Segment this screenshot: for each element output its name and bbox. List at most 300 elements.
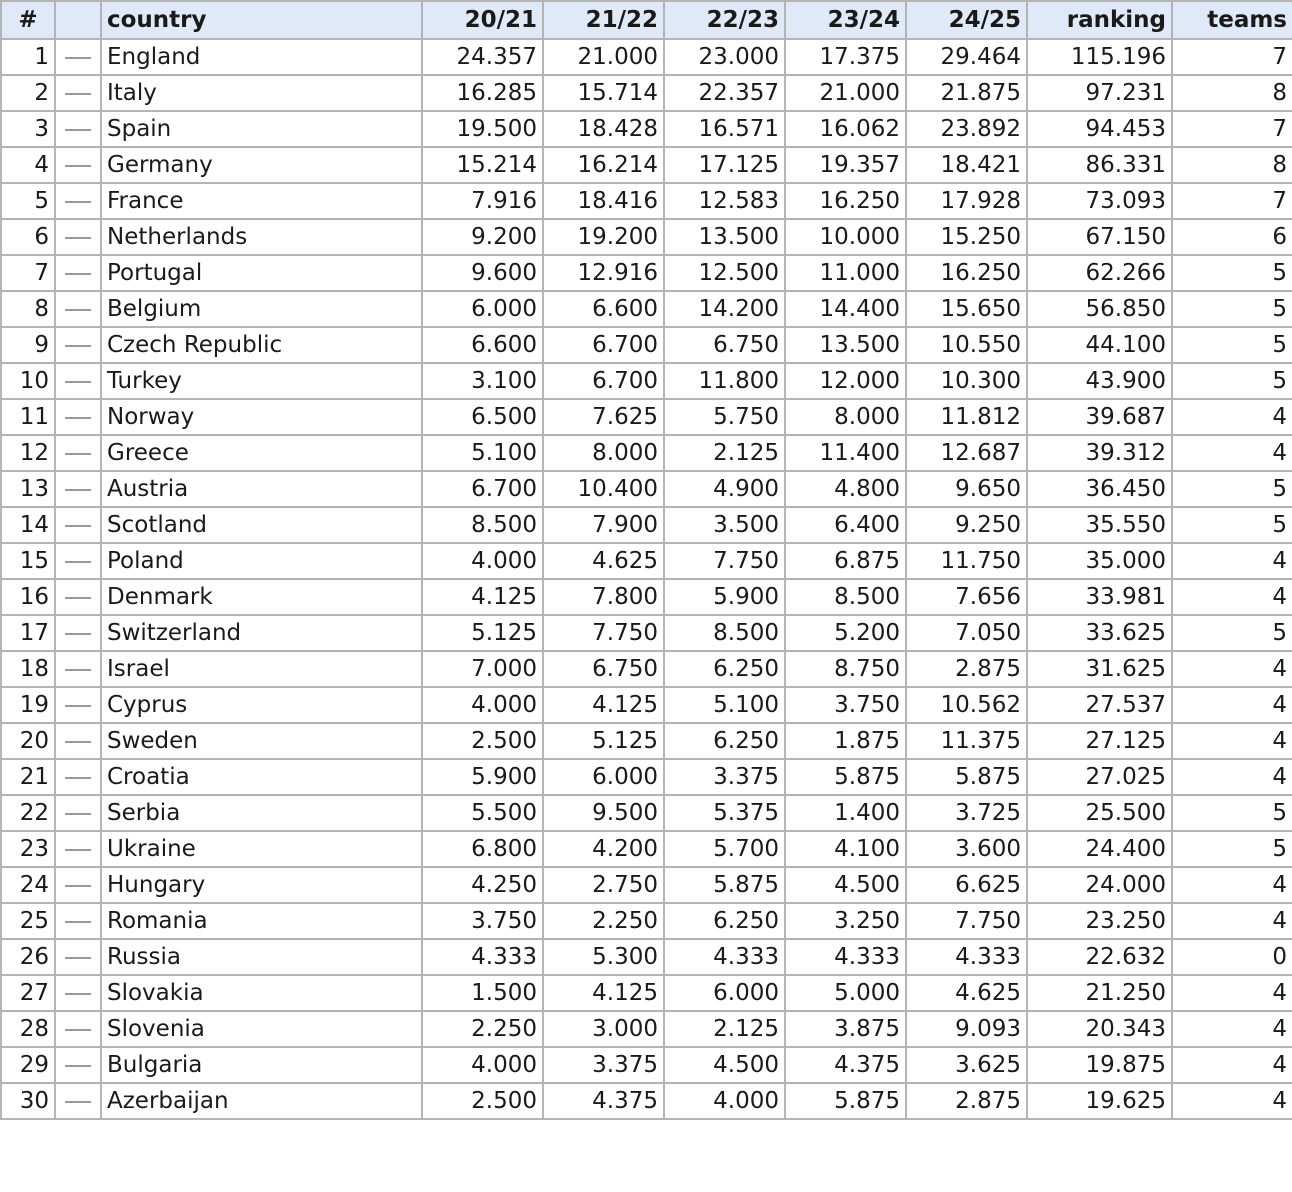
season-2024-25-cell: 11.750 bbox=[906, 543, 1027, 579]
season-2023-24-cell: 17.375 bbox=[785, 39, 906, 75]
season-2021-22-cell: 4.200 bbox=[543, 831, 664, 867]
season-2022-23-cell: 5.700 bbox=[664, 831, 785, 867]
ranking-cell: 56.850 bbox=[1027, 291, 1172, 327]
table-row bbox=[1, 75, 1292, 111]
column-header-season-2024-25[interactable]: 24/25 bbox=[906, 1, 1027, 39]
season-2020-21-cell: 6.700 bbox=[422, 471, 543, 507]
season-2022-23-cell: 13.500 bbox=[664, 219, 785, 255]
season-2021-22-cell: 2.250 bbox=[543, 903, 664, 939]
no-change-dash-icon bbox=[65, 1065, 91, 1067]
movement-cell bbox=[55, 831, 101, 867]
ranking-cell: 35.000 bbox=[1027, 543, 1172, 579]
rank-cell: 19 bbox=[1, 687, 55, 723]
season-2020-21-cell: 6.600 bbox=[422, 327, 543, 363]
season-2022-23-cell: 6.250 bbox=[664, 651, 785, 687]
season-2023-24-cell: 16.250 bbox=[785, 183, 906, 219]
rank-cell: 6 bbox=[1, 219, 55, 255]
movement-cell bbox=[55, 327, 101, 363]
rank-cell: 2 bbox=[1, 75, 55, 111]
season-2021-22-cell: 15.714 bbox=[543, 75, 664, 111]
movement-cell bbox=[55, 39, 101, 75]
rank-cell: 16 bbox=[1, 579, 55, 615]
season-2020-21-cell: 5.100 bbox=[422, 435, 543, 471]
season-2021-22-cell: 21.000 bbox=[543, 39, 664, 75]
table-row bbox=[1, 471, 1292, 507]
no-change-dash-icon bbox=[65, 777, 91, 779]
ranking-cell: 97.231 bbox=[1027, 75, 1172, 111]
season-2023-24-cell: 5.875 bbox=[785, 1083, 906, 1119]
no-change-dash-icon bbox=[65, 705, 91, 707]
season-2022-23-cell: 2.125 bbox=[664, 435, 785, 471]
season-2020-21-cell: 19.500 bbox=[422, 111, 543, 147]
season-2020-21-cell: 8.500 bbox=[422, 507, 543, 543]
season-2021-22-cell: 7.900 bbox=[543, 507, 664, 543]
teams-cell: 4 bbox=[1172, 903, 1292, 939]
country-cell: Slovakia bbox=[101, 975, 422, 1011]
no-change-dash-icon bbox=[65, 129, 91, 131]
teams-cell: 6 bbox=[1172, 219, 1292, 255]
rank-cell: 20 bbox=[1, 723, 55, 759]
rank-cell: 12 bbox=[1, 435, 55, 471]
season-2022-23-cell: 4.000 bbox=[664, 1083, 785, 1119]
season-2020-21-cell: 5.125 bbox=[422, 615, 543, 651]
season-2022-23-cell: 3.500 bbox=[664, 507, 785, 543]
ranking-cell: 24.000 bbox=[1027, 867, 1172, 903]
rank-cell: 14 bbox=[1, 507, 55, 543]
season-2022-23-cell: 3.375 bbox=[664, 759, 785, 795]
teams-cell: 7 bbox=[1172, 111, 1292, 147]
column-header-movement bbox=[55, 1, 101, 39]
movement-cell bbox=[55, 399, 101, 435]
movement-cell bbox=[55, 219, 101, 255]
season-2021-22-cell: 6.700 bbox=[543, 327, 664, 363]
movement-cell bbox=[55, 795, 101, 831]
no-change-dash-icon bbox=[65, 669, 91, 671]
season-2021-22-cell: 7.750 bbox=[543, 615, 664, 651]
ranking-cell: 25.500 bbox=[1027, 795, 1172, 831]
season-2024-25-cell: 3.600 bbox=[906, 831, 1027, 867]
ranking-cell: 27.125 bbox=[1027, 723, 1172, 759]
country-cell: Sweden bbox=[101, 723, 422, 759]
movement-cell bbox=[55, 651, 101, 687]
country-cell: Poland bbox=[101, 543, 422, 579]
season-2021-22-cell: 12.916 bbox=[543, 255, 664, 291]
season-2021-22-cell: 19.200 bbox=[543, 219, 664, 255]
table-row bbox=[1, 939, 1292, 975]
table-row bbox=[1, 687, 1292, 723]
teams-cell: 5 bbox=[1172, 363, 1292, 399]
table-row bbox=[1, 147, 1292, 183]
season-2024-25-cell: 2.875 bbox=[906, 1083, 1027, 1119]
season-2023-24-cell: 8.750 bbox=[785, 651, 906, 687]
movement-cell bbox=[55, 363, 101, 399]
season-2020-21-cell: 5.500 bbox=[422, 795, 543, 831]
teams-cell: 7 bbox=[1172, 39, 1292, 75]
rank-cell: 3 bbox=[1, 111, 55, 147]
table-row bbox=[1, 975, 1292, 1011]
season-2024-25-cell: 5.875 bbox=[906, 759, 1027, 795]
rank-cell: 7 bbox=[1, 255, 55, 291]
season-2021-22-cell: 18.416 bbox=[543, 183, 664, 219]
season-2023-24-cell: 8.500 bbox=[785, 579, 906, 615]
rank-cell: 18 bbox=[1, 651, 55, 687]
ranking-cell: 44.100 bbox=[1027, 327, 1172, 363]
no-change-dash-icon bbox=[65, 453, 91, 455]
season-2024-25-cell: 4.625 bbox=[906, 975, 1027, 1011]
country-cell: Bulgaria bbox=[101, 1047, 422, 1083]
season-2020-21-cell: 15.214 bbox=[422, 147, 543, 183]
rank-cell: 26 bbox=[1, 939, 55, 975]
movement-cell bbox=[55, 111, 101, 147]
season-2020-21-cell: 24.357 bbox=[422, 39, 543, 75]
movement-cell bbox=[55, 867, 101, 903]
season-2020-21-cell: 4.000 bbox=[422, 1047, 543, 1083]
season-2022-23-cell: 11.800 bbox=[664, 363, 785, 399]
season-2020-21-cell: 4.333 bbox=[422, 939, 543, 975]
table-row bbox=[1, 39, 1292, 75]
ranking-cell: 35.550 bbox=[1027, 507, 1172, 543]
country-cell: France bbox=[101, 183, 422, 219]
country-cell: Hungary bbox=[101, 867, 422, 903]
season-2022-23-cell: 16.571 bbox=[664, 111, 785, 147]
season-2023-24-cell: 4.333 bbox=[785, 939, 906, 975]
rank-cell: 25 bbox=[1, 903, 55, 939]
rank-cell: 4 bbox=[1, 147, 55, 183]
season-2020-21-cell: 2.250 bbox=[422, 1011, 543, 1047]
season-2024-25-cell: 7.656 bbox=[906, 579, 1027, 615]
no-change-dash-icon bbox=[65, 237, 91, 239]
column-header-ranking[interactable]: ranking bbox=[1027, 1, 1172, 39]
teams-cell: 0 bbox=[1172, 939, 1292, 975]
season-2021-22-cell: 6.750 bbox=[543, 651, 664, 687]
season-2022-23-cell: 7.750 bbox=[664, 543, 785, 579]
season-2022-23-cell: 6.000 bbox=[664, 975, 785, 1011]
season-2023-24-cell: 1.875 bbox=[785, 723, 906, 759]
season-2021-22-cell: 9.500 bbox=[543, 795, 664, 831]
country-cell: Austria bbox=[101, 471, 422, 507]
rank-cell: 30 bbox=[1, 1083, 55, 1119]
season-2020-21-cell: 9.600 bbox=[422, 255, 543, 291]
movement-cell bbox=[55, 183, 101, 219]
column-header-season-2020-21[interactable]: 20/21 bbox=[422, 1, 543, 39]
season-2020-21-cell: 7.916 bbox=[422, 183, 543, 219]
column-header-teams[interactable]: teams bbox=[1172, 1, 1292, 39]
season-2020-21-cell: 3.750 bbox=[422, 903, 543, 939]
no-change-dash-icon bbox=[65, 57, 91, 59]
season-2024-25-cell: 18.421 bbox=[906, 147, 1027, 183]
column-header-season-2021-22[interactable]: 21/22 bbox=[543, 1, 664, 39]
season-2020-21-cell: 6.000 bbox=[422, 291, 543, 327]
season-2021-22-cell: 18.428 bbox=[543, 111, 664, 147]
country-cell: Greece bbox=[101, 435, 422, 471]
table-header bbox=[1, 1, 1292, 39]
season-2022-23-cell: 5.900 bbox=[664, 579, 785, 615]
column-header-rank[interactable]: # bbox=[1, 1, 55, 39]
teams-cell: 4 bbox=[1172, 975, 1292, 1011]
movement-cell bbox=[55, 1011, 101, 1047]
movement-cell bbox=[55, 435, 101, 471]
season-2021-22-cell: 6.700 bbox=[543, 363, 664, 399]
season-2023-24-cell: 3.750 bbox=[785, 687, 906, 723]
movement-cell bbox=[55, 903, 101, 939]
rank-cell: 29 bbox=[1, 1047, 55, 1083]
country-cell: Belgium bbox=[101, 291, 422, 327]
season-2023-24-cell: 1.400 bbox=[785, 795, 906, 831]
rank-cell: 22 bbox=[1, 795, 55, 831]
season-2023-24-cell: 5.875 bbox=[785, 759, 906, 795]
season-2020-21-cell: 4.250 bbox=[422, 867, 543, 903]
season-2022-23-cell: 14.200 bbox=[664, 291, 785, 327]
season-2022-23-cell: 12.583 bbox=[664, 183, 785, 219]
country-cell: Switzerland bbox=[101, 615, 422, 651]
season-2022-23-cell: 4.333 bbox=[664, 939, 785, 975]
movement-cell bbox=[55, 147, 101, 183]
season-2021-22-cell: 6.600 bbox=[543, 291, 664, 327]
country-cell: Israel bbox=[101, 651, 422, 687]
no-change-dash-icon bbox=[65, 741, 91, 743]
season-2023-24-cell: 16.062 bbox=[785, 111, 906, 147]
rank-cell: 10 bbox=[1, 363, 55, 399]
season-2024-25-cell: 3.625 bbox=[906, 1047, 1027, 1083]
season-2024-25-cell: 12.687 bbox=[906, 435, 1027, 471]
ranking-cell: 67.150 bbox=[1027, 219, 1172, 255]
season-2021-22-cell: 3.375 bbox=[543, 1047, 664, 1083]
teams-cell: 5 bbox=[1172, 291, 1292, 327]
season-2023-24-cell: 4.375 bbox=[785, 1047, 906, 1083]
season-2024-25-cell: 2.875 bbox=[906, 651, 1027, 687]
season-2022-23-cell: 17.125 bbox=[664, 147, 785, 183]
movement-cell bbox=[55, 1083, 101, 1119]
table-row bbox=[1, 795, 1292, 831]
country-cell: Cyprus bbox=[101, 687, 422, 723]
teams-cell: 4 bbox=[1172, 687, 1292, 723]
teams-cell: 5 bbox=[1172, 795, 1292, 831]
season-2022-23-cell: 4.900 bbox=[664, 471, 785, 507]
season-2021-22-cell: 3.000 bbox=[543, 1011, 664, 1047]
teams-cell: 4 bbox=[1172, 1047, 1292, 1083]
country-cell: Norway bbox=[101, 399, 422, 435]
country-cell: Denmark bbox=[101, 579, 422, 615]
table-row bbox=[1, 291, 1292, 327]
ranking-cell: 23.250 bbox=[1027, 903, 1172, 939]
season-2022-23-cell: 5.875 bbox=[664, 867, 785, 903]
season-2023-24-cell: 6.400 bbox=[785, 507, 906, 543]
season-2023-24-cell: 3.250 bbox=[785, 903, 906, 939]
season-2024-25-cell: 9.650 bbox=[906, 471, 1027, 507]
season-2021-22-cell: 4.125 bbox=[543, 975, 664, 1011]
country-cell: Germany bbox=[101, 147, 422, 183]
season-2023-24-cell: 5.200 bbox=[785, 615, 906, 651]
ranking-cell: 22.632 bbox=[1027, 939, 1172, 975]
teams-cell: 4 bbox=[1172, 867, 1292, 903]
ranking-cell: 36.450 bbox=[1027, 471, 1172, 507]
no-change-dash-icon bbox=[65, 309, 91, 311]
ranking-cell: 73.093 bbox=[1027, 183, 1172, 219]
season-2021-22-cell: 10.400 bbox=[543, 471, 664, 507]
movement-cell bbox=[55, 687, 101, 723]
no-change-dash-icon bbox=[65, 417, 91, 419]
season-2022-23-cell: 2.125 bbox=[664, 1011, 785, 1047]
season-2024-25-cell: 17.928 bbox=[906, 183, 1027, 219]
table-row bbox=[1, 903, 1292, 939]
ranking-cell: 39.687 bbox=[1027, 399, 1172, 435]
season-2020-21-cell: 5.900 bbox=[422, 759, 543, 795]
season-2024-25-cell: 9.250 bbox=[906, 507, 1027, 543]
country-cell: Romania bbox=[101, 903, 422, 939]
column-header-season-2023-24[interactable]: 23/24 bbox=[785, 1, 906, 39]
no-change-dash-icon bbox=[65, 1101, 91, 1103]
season-2022-23-cell: 5.375 bbox=[664, 795, 785, 831]
teams-cell: 4 bbox=[1172, 759, 1292, 795]
no-change-dash-icon bbox=[65, 165, 91, 167]
ranking-cell: 94.453 bbox=[1027, 111, 1172, 147]
season-2024-25-cell: 23.892 bbox=[906, 111, 1027, 147]
movement-cell bbox=[55, 759, 101, 795]
season-2024-25-cell: 9.093 bbox=[906, 1011, 1027, 1047]
rank-cell: 28 bbox=[1, 1011, 55, 1047]
season-2023-24-cell: 14.400 bbox=[785, 291, 906, 327]
table-row bbox=[1, 1011, 1292, 1047]
column-header-season-2022-23[interactable]: 22/23 bbox=[664, 1, 785, 39]
season-2022-23-cell: 4.500 bbox=[664, 1047, 785, 1083]
movement-cell bbox=[55, 507, 101, 543]
movement-cell bbox=[55, 255, 101, 291]
ranking-cell: 21.250 bbox=[1027, 975, 1172, 1011]
teams-cell: 4 bbox=[1172, 723, 1292, 759]
season-2022-23-cell: 22.357 bbox=[664, 75, 785, 111]
season-2020-21-cell: 2.500 bbox=[422, 723, 543, 759]
table-row bbox=[1, 399, 1292, 435]
season-2024-25-cell: 11.812 bbox=[906, 399, 1027, 435]
season-2020-21-cell: 2.500 bbox=[422, 1083, 543, 1119]
season-2020-21-cell: 9.200 bbox=[422, 219, 543, 255]
country-cell: Azerbaijan bbox=[101, 1083, 422, 1119]
no-change-dash-icon bbox=[65, 813, 91, 815]
season-2024-25-cell: 6.625 bbox=[906, 867, 1027, 903]
season-2022-23-cell: 23.000 bbox=[664, 39, 785, 75]
no-change-dash-icon bbox=[65, 489, 91, 491]
no-change-dash-icon bbox=[65, 561, 91, 563]
movement-cell bbox=[55, 1047, 101, 1083]
no-change-dash-icon bbox=[65, 633, 91, 635]
season-2020-21-cell: 7.000 bbox=[422, 651, 543, 687]
teams-cell: 5 bbox=[1172, 831, 1292, 867]
no-change-dash-icon bbox=[65, 921, 91, 923]
column-header-country[interactable]: country bbox=[101, 1, 422, 39]
country-cell: Portugal bbox=[101, 255, 422, 291]
season-2024-25-cell: 7.050 bbox=[906, 615, 1027, 651]
no-change-dash-icon bbox=[65, 525, 91, 527]
season-2020-21-cell: 4.000 bbox=[422, 687, 543, 723]
teams-cell: 4 bbox=[1172, 543, 1292, 579]
rank-cell: 9 bbox=[1, 327, 55, 363]
teams-cell: 5 bbox=[1172, 327, 1292, 363]
season-2024-25-cell: 7.750 bbox=[906, 903, 1027, 939]
movement-cell bbox=[55, 579, 101, 615]
ranking-cell: 33.625 bbox=[1027, 615, 1172, 651]
season-2023-24-cell: 4.500 bbox=[785, 867, 906, 903]
ranking-cell: 62.266 bbox=[1027, 255, 1172, 291]
rank-cell: 24 bbox=[1, 867, 55, 903]
season-2021-22-cell: 4.625 bbox=[543, 543, 664, 579]
ranking-cell: 19.875 bbox=[1027, 1047, 1172, 1083]
season-2021-22-cell: 4.125 bbox=[543, 687, 664, 723]
ranking-cell: 27.537 bbox=[1027, 687, 1172, 723]
no-change-dash-icon bbox=[65, 1029, 91, 1031]
table-row bbox=[1, 579, 1292, 615]
season-2023-24-cell: 13.500 bbox=[785, 327, 906, 363]
country-cell: Ukraine bbox=[101, 831, 422, 867]
season-2020-21-cell: 16.285 bbox=[422, 75, 543, 111]
ranking-cell: 115.196 bbox=[1027, 39, 1172, 75]
teams-cell: 4 bbox=[1172, 1083, 1292, 1119]
season-2023-24-cell: 19.357 bbox=[785, 147, 906, 183]
ranking-cell: 31.625 bbox=[1027, 651, 1172, 687]
season-2023-24-cell: 5.000 bbox=[785, 975, 906, 1011]
rank-cell: 17 bbox=[1, 615, 55, 651]
season-2022-23-cell: 5.100 bbox=[664, 687, 785, 723]
season-2020-21-cell: 6.800 bbox=[422, 831, 543, 867]
country-cell: Netherlands bbox=[101, 219, 422, 255]
rank-cell: 1 bbox=[1, 39, 55, 75]
no-change-dash-icon bbox=[65, 345, 91, 347]
season-2020-21-cell: 4.000 bbox=[422, 543, 543, 579]
country-cell: Slovenia bbox=[101, 1011, 422, 1047]
no-change-dash-icon bbox=[65, 885, 91, 887]
country-cell: Russia bbox=[101, 939, 422, 975]
season-2024-25-cell: 11.375 bbox=[906, 723, 1027, 759]
season-2023-24-cell: 11.400 bbox=[785, 435, 906, 471]
season-2024-25-cell: 16.250 bbox=[906, 255, 1027, 291]
season-2022-23-cell: 6.250 bbox=[664, 723, 785, 759]
teams-cell: 5 bbox=[1172, 507, 1292, 543]
movement-cell bbox=[55, 975, 101, 1011]
season-2024-25-cell: 10.300 bbox=[906, 363, 1027, 399]
teams-cell: 4 bbox=[1172, 435, 1292, 471]
ranking-cell: 86.331 bbox=[1027, 147, 1172, 183]
ranking-cell: 39.312 bbox=[1027, 435, 1172, 471]
teams-cell: 8 bbox=[1172, 147, 1292, 183]
table-row bbox=[1, 327, 1292, 363]
no-change-dash-icon bbox=[65, 849, 91, 851]
table-row bbox=[1, 111, 1292, 147]
ranking-cell: 43.900 bbox=[1027, 363, 1172, 399]
country-cell: Croatia bbox=[101, 759, 422, 795]
season-2023-24-cell: 11.000 bbox=[785, 255, 906, 291]
ranking-cell: 27.025 bbox=[1027, 759, 1172, 795]
ranking-cell: 24.400 bbox=[1027, 831, 1172, 867]
season-2021-22-cell: 7.625 bbox=[543, 399, 664, 435]
no-change-dash-icon bbox=[65, 381, 91, 383]
country-cell: Turkey bbox=[101, 363, 422, 399]
table-row bbox=[1, 867, 1292, 903]
no-change-dash-icon bbox=[65, 273, 91, 275]
season-2020-21-cell: 4.125 bbox=[422, 579, 543, 615]
table-row bbox=[1, 1083, 1292, 1119]
season-2023-24-cell: 12.000 bbox=[785, 363, 906, 399]
season-2020-21-cell: 1.500 bbox=[422, 975, 543, 1011]
rank-cell: 5 bbox=[1, 183, 55, 219]
table-row bbox=[1, 363, 1292, 399]
table-row bbox=[1, 543, 1292, 579]
country-cell: Spain bbox=[101, 111, 422, 147]
season-2024-25-cell: 21.875 bbox=[906, 75, 1027, 111]
movement-cell bbox=[55, 939, 101, 975]
season-2020-21-cell: 3.100 bbox=[422, 363, 543, 399]
season-2024-25-cell: 4.333 bbox=[906, 939, 1027, 975]
country-cell: Scotland bbox=[101, 507, 422, 543]
rank-cell: 23 bbox=[1, 831, 55, 867]
